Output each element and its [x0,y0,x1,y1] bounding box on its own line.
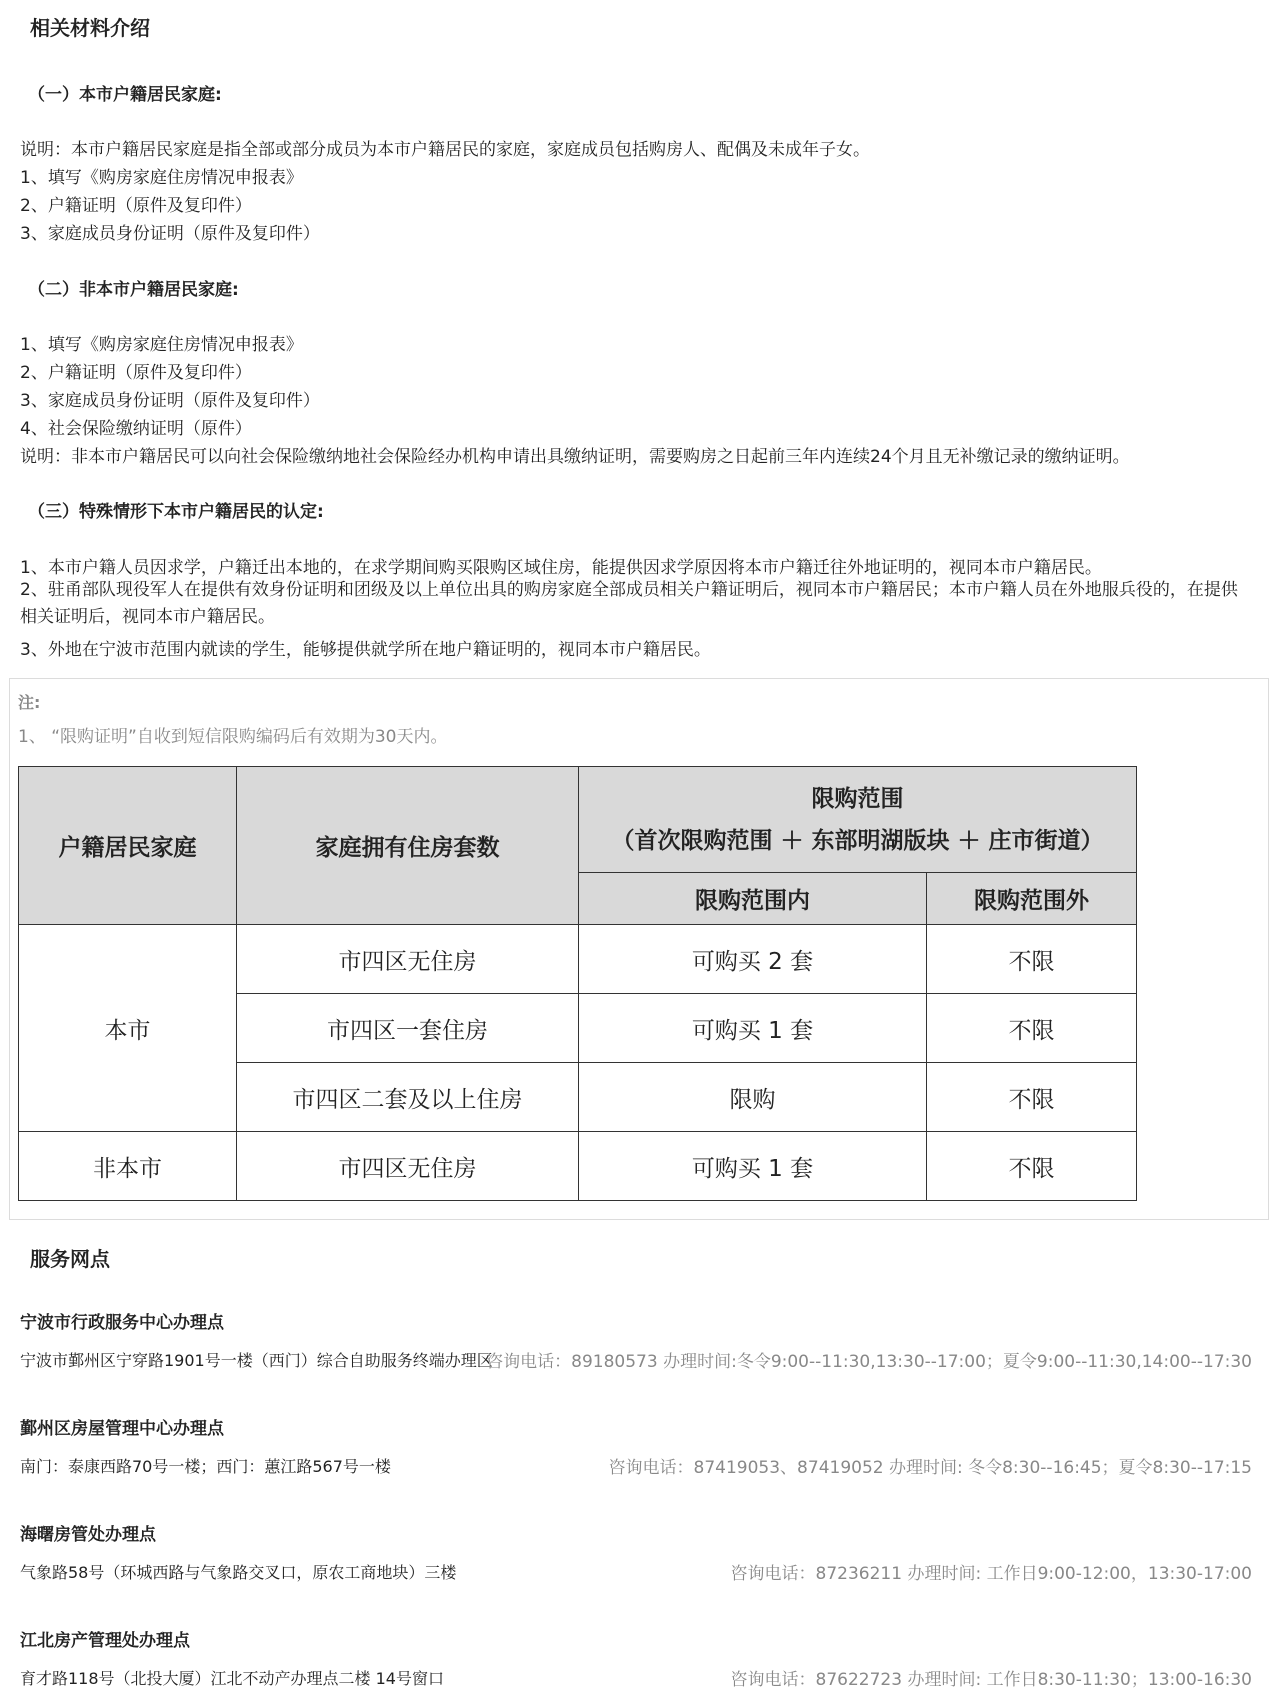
text-line: 2、户籍证明（原件及复印件） [20,363,252,383]
service-point-info: 咨询电话：87236211 办理时间: 工作日9:00-12:00，13:30-17:00 [730,1564,1252,1584]
note-title: 注: [18,693,41,712]
text-line: 3、家庭成员身份证明（原件及复印件） [20,224,320,244]
note-line: 1、 “限购证明”自收到短信限购编码后有效期为30天内。 [18,727,448,747]
section-heading-local: （一）本市户籍居民家庭: [28,85,222,105]
service-point-info: 咨询电话：89180573 办理时间:冬令9:00--11:30,13:30--17:00；夏令9:00--11:30,14:00--17:30 [486,1352,1252,1372]
cell-count: 市四区无住房 [237,1132,579,1201]
text-line: 1、填写《购房家庭住房情况申报表》 [20,168,303,188]
header-house-count: 家庭拥有住房套数 [237,767,579,925]
cell-inside: 可购买 2 套 [579,925,927,994]
service-point-address: 气象路58号（环城西路与气象路交叉口，原农工商地块）三楼 [20,1563,457,1582]
header-household: 户籍居民家庭 [19,767,237,925]
cell-inside: 限购 [579,1063,927,1132]
cell-inside: 可购买 1 套 [579,994,927,1063]
cell-outside: 不限 [927,994,1137,1063]
text-line: 3、外地在宁波市范围内就读的学生，能够提供就学所在地户籍证明的，视同本市户籍居民。 [20,640,711,660]
table-row [19,925,1137,994]
text-line: 说明：非本市户籍居民可以向社会保险缴纳地社会保险经办机构申请出具缴纳证明，需要购房之日起前三年内连续24个月且无补缴记录的缴纳证明。 [20,447,1130,467]
service-point-name: 海曙房管处办理点 [20,1525,156,1545]
section-heading-special: （三）特殊情形下本市户籍居民的认定: [28,502,324,522]
text-line: 2、户籍证明（原件及复印件） [20,196,252,216]
service-point-name: 鄞州区房屋管理中心办理点 [20,1419,224,1439]
table-row [19,1132,1137,1201]
header-inside: 限购范围内 [579,873,927,925]
cell-local: 本市 [19,925,237,1132]
text-line: 说明：本市户籍居民家庭是指全部或部分成员为本市户籍居民的家庭，家庭成员包括购房人、配偶及未成年子女。 [20,140,870,160]
text-line: 1、本市户籍人员因求学，户籍迁出本地的，在求学期间购买限购区域住房，能提供因求学原因将本市户籍迁往外地证明的，视同本市户籍居民。 [20,558,1102,578]
service-point-address: 南门：泰康西路70号一楼；西门：蕙江路567号一楼 [20,1457,391,1476]
header-outside: 限购范围外 [927,873,1137,925]
cell-inside: 可购买 1 套 [579,1132,927,1201]
page-title: 相关材料介绍 [30,16,150,40]
text-line: 3、家庭成员身份证明（原件及复印件） [20,391,320,411]
text-line: 4、社会保险缴纳证明（原件） [20,419,252,439]
service-point-name: 江北房产管理处办理点 [20,1631,190,1651]
service-point-info: 咨询电话：87419053、87419052 办理时间: 冬令8:30--16:45；夏令8:30--17:15 [608,1458,1252,1478]
cell-outside: 不限 [927,1132,1137,1201]
text-line: 1、填写《购房家庭住房情况申报表》 [20,335,303,355]
service-point-address: 育才路118号（北投大厦）江北不动产办理点二楼 14号窗口 [20,1669,444,1688]
service-point-name: 宁波市行政服务中心办理点 [20,1313,224,1333]
purchase-limit-table [18,766,1137,1201]
header-scope-title: 限购范围 [811,785,904,812]
cell-nonlocal: 非本市 [19,1132,237,1201]
cell-count: 市四区一套住房 [237,994,579,1063]
section-heading-nonlocal: （二）非本市户籍居民家庭: [28,280,239,300]
cell-outside: 不限 [927,1063,1137,1132]
cell-count: 市四区无住房 [237,925,579,994]
header-scope [579,767,1137,873]
header-scope-detail: （首次限购范围 ＋ 东部明湖版块 ＋ 庄市街道） [611,827,1104,854]
cell-count: 市四区二套及以上住房 [237,1063,579,1132]
service-point-address: 宁波市鄞州区宁穿路1901号一楼（西门）综合自助服务终端办理区 [20,1351,493,1370]
service-point-info: 咨询电话：87622723 办理时间: 工作日8:30-11:30；13:00-16:30 [730,1670,1252,1690]
cell-outside: 不限 [927,925,1137,994]
service-title: 服务网点 [30,1247,110,1271]
text-line: 2、驻甬部队现役军人在提供有效身份证明和团级及以上单位出具的购房家庭全部成员相关户籍证明后，视同本市户籍居民；本市户籍人员在外地服兵役的，在提供相关证明后，视同本市户籍居民。 [20,580,1238,627]
